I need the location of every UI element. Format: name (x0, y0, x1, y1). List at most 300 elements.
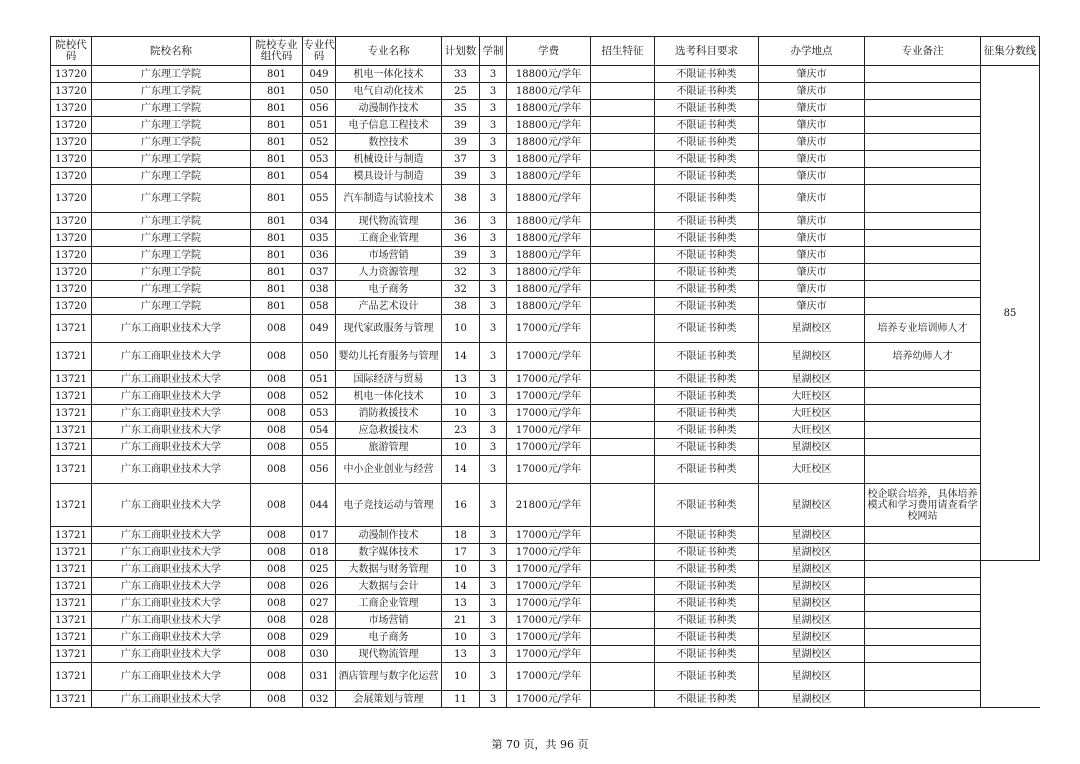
cell-major-code: 058 (303, 298, 336, 315)
cell-years: 3 (480, 544, 507, 561)
cell-years: 3 (480, 561, 507, 578)
cell-fee: 18800元/学年 (507, 298, 591, 315)
cell-campus: 大旺校区 (759, 388, 865, 405)
cell-fee: 17000元/学年 (507, 343, 591, 371)
cell-fee: 17000元/学年 (507, 527, 591, 544)
cell-code: 13720 (51, 100, 92, 117)
cell-subject: 不限证书种类 (655, 100, 759, 117)
cell-feature (591, 83, 655, 100)
cell-group: 008 (251, 315, 303, 343)
cell-major: 动漫制作技术 (336, 527, 442, 544)
cell-major-code: 030 (303, 646, 336, 663)
cell-feature (591, 247, 655, 264)
cell-feature (591, 315, 655, 343)
table-row (51, 83, 1040, 100)
cell-years: 3 (480, 83, 507, 100)
cell-campus: 肇庆市 (759, 83, 865, 100)
cell-major: 会展策划与管理 (336, 691, 442, 708)
cell-subject: 不限证书种类 (655, 298, 759, 315)
table-row (51, 264, 1040, 281)
cell-group: 008 (251, 388, 303, 405)
cell-school: 广东理工学院 (92, 298, 251, 315)
cell-code: 13721 (51, 595, 92, 612)
cell-major-code: 051 (303, 117, 336, 134)
table-row (51, 527, 1040, 544)
cell-code: 13720 (51, 230, 92, 247)
admission-plan-table (50, 36, 1040, 708)
cell-code: 13721 (51, 371, 92, 388)
cell-subject: 不限证书种类 (655, 646, 759, 663)
header-years: 学制 (480, 37, 507, 66)
cell-code: 13721 (51, 629, 92, 646)
cell-years: 3 (480, 612, 507, 629)
cell-fee: 18800元/学年 (507, 247, 591, 264)
cell-major: 数字媒体技术 (336, 544, 442, 561)
cell-group: 008 (251, 371, 303, 388)
cell-major-code: 017 (303, 527, 336, 544)
table-row (51, 595, 1040, 612)
cell-school: 广东理工学院 (92, 185, 251, 213)
cell-major-code: 053 (303, 151, 336, 168)
cell-major-code: 054 (303, 168, 336, 185)
cell-group: 008 (251, 422, 303, 439)
cell-subject: 不限证书种类 (655, 484, 759, 527)
table-header-row (51, 37, 1040, 66)
cell-group: 008 (251, 595, 303, 612)
cell-school: 广东工商职业技术大学 (92, 315, 251, 343)
cell-remark (865, 185, 981, 213)
cell-major: 模具设计与制造 (336, 168, 442, 185)
cell-feature (591, 578, 655, 595)
cell-plan: 18 (442, 527, 480, 544)
table-row (51, 151, 1040, 168)
cell-feature (591, 691, 655, 708)
cell-feature (591, 629, 655, 646)
cell-fee: 17000元/学年 (507, 629, 591, 646)
cell-subject: 不限证书种类 (655, 343, 759, 371)
cell-years: 3 (480, 405, 507, 422)
table-row (51, 117, 1040, 134)
cell-group: 008 (251, 646, 303, 663)
cell-years: 3 (480, 66, 507, 83)
cell-fee: 17000元/学年 (507, 663, 591, 691)
cell-remark (865, 439, 981, 456)
cell-school: 广东工商职业技术大学 (92, 343, 251, 371)
table-row (51, 544, 1040, 561)
cell-campus: 星湖校区 (759, 439, 865, 456)
cell-group: 801 (251, 281, 303, 298)
cell-group: 008 (251, 439, 303, 456)
table-row (51, 612, 1040, 629)
cell-code: 13721 (51, 315, 92, 343)
cell-group: 801 (251, 298, 303, 315)
cell-code: 13721 (51, 405, 92, 422)
cell-group: 008 (251, 612, 303, 629)
cell-school: 广东工商职业技术大学 (92, 405, 251, 422)
cell-years: 3 (480, 595, 507, 612)
table-row (51, 230, 1040, 247)
cell-remark (865, 544, 981, 561)
cell-plan: 10 (442, 561, 480, 578)
cell-plan: 39 (442, 247, 480, 264)
cell-subject: 不限证书种类 (655, 83, 759, 100)
header-feature: 招生特征 (591, 37, 655, 66)
cell-major: 国际经济与贸易 (336, 371, 442, 388)
cell-major: 现代家政服务与管理 (336, 315, 442, 343)
cell-subject: 不限证书种类 (655, 595, 759, 612)
cell-feature (591, 405, 655, 422)
cell-major-code: 035 (303, 230, 336, 247)
cell-plan: 14 (442, 343, 480, 371)
cell-major: 电子商务 (336, 629, 442, 646)
cell-remark (865, 230, 981, 247)
cell-code: 13721 (51, 561, 92, 578)
cell-campus: 肇庆市 (759, 66, 865, 83)
table-row (51, 298, 1040, 315)
cell-code: 13720 (51, 66, 92, 83)
header-school: 院校名称 (92, 37, 251, 66)
cell-plan: 10 (442, 388, 480, 405)
cell-years: 3 (480, 527, 507, 544)
table-row (51, 388, 1040, 405)
table-row (51, 185, 1040, 213)
cell-school: 广东工商职业技术大学 (92, 578, 251, 595)
cell-major-code: 049 (303, 66, 336, 83)
cell-feature (591, 646, 655, 663)
cell-campus: 肇庆市 (759, 117, 865, 134)
cell-feature (591, 151, 655, 168)
cell-major: 中小企业创业与经营 (336, 456, 442, 484)
cell-feature (591, 663, 655, 691)
cell-years: 3 (480, 117, 507, 134)
cell-group: 801 (251, 213, 303, 230)
cell-group: 801 (251, 168, 303, 185)
cell-plan: 10 (442, 663, 480, 691)
cell-years: 3 (480, 578, 507, 595)
table-row (51, 100, 1040, 117)
header-remark: 专业备注 (865, 37, 981, 66)
cell-years: 3 (480, 629, 507, 646)
cell-subject: 不限证书种类 (655, 264, 759, 281)
cell-school: 广东理工学院 (92, 134, 251, 151)
cell-feature (591, 230, 655, 247)
cell-code: 13721 (51, 484, 92, 527)
cell-years: 3 (480, 168, 507, 185)
cell-plan: 38 (442, 185, 480, 213)
cell-group: 008 (251, 484, 303, 527)
cell-fee: 17000元/学年 (507, 405, 591, 422)
cell-school: 广东理工学院 (92, 281, 251, 298)
cell-feature (591, 343, 655, 371)
cell-remark: 培养幼师人才 (865, 343, 981, 371)
cell-remark (865, 264, 981, 281)
cell-school: 广东工商职业技术大学 (92, 595, 251, 612)
header-group: 院校专业组代码 (251, 37, 303, 66)
cell-remark (865, 151, 981, 168)
cell-feature (591, 456, 655, 484)
cell-major: 机电一体化技术 (336, 66, 442, 83)
cell-group: 801 (251, 117, 303, 134)
cell-fee: 17000元/学年 (507, 422, 591, 439)
cell-subject: 不限证书种类 (655, 247, 759, 264)
cell-subject: 不限证书种类 (655, 315, 759, 343)
cell-campus: 肇庆市 (759, 247, 865, 264)
cell-school: 广东工商职业技术大学 (92, 561, 251, 578)
cell-code: 13720 (51, 281, 92, 298)
cell-plan: 11 (442, 691, 480, 708)
cell-years: 3 (480, 691, 507, 708)
cell-remark (865, 168, 981, 185)
cell-plan: 36 (442, 213, 480, 230)
cell-group: 008 (251, 629, 303, 646)
table-row (51, 456, 1040, 484)
page-number: 第 70 页，共 96 页 (491, 738, 589, 751)
cell-major-code: 044 (303, 484, 336, 527)
cell-subject: 不限证书种类 (655, 561, 759, 578)
cell-group: 008 (251, 663, 303, 691)
cell-years: 3 (480, 264, 507, 281)
cell-code: 13721 (51, 439, 92, 456)
cell-major: 数控技术 (336, 134, 442, 151)
cell-group: 801 (251, 247, 303, 264)
cell-major-code: 050 (303, 343, 336, 371)
cell-campus: 大旺校区 (759, 456, 865, 484)
cell-campus: 肇庆市 (759, 185, 865, 213)
cell-school: 广东工商职业技术大学 (92, 629, 251, 646)
cell-campus: 肇庆市 (759, 213, 865, 230)
cell-major-code: 036 (303, 247, 336, 264)
cell-remark (865, 281, 981, 298)
cell-campus: 星湖校区 (759, 527, 865, 544)
cell-major: 旅游管理 (336, 439, 442, 456)
cell-plan: 13 (442, 646, 480, 663)
cell-feature (591, 66, 655, 83)
cell-major: 现代物流管理 (336, 213, 442, 230)
cell-major: 婴幼儿托育服务与管理 (336, 343, 442, 371)
cell-campus: 肇庆市 (759, 230, 865, 247)
cell-plan: 16 (442, 484, 480, 527)
cell-major-code: 027 (303, 595, 336, 612)
cell-remark (865, 561, 981, 578)
cell-plan: 35 (442, 100, 480, 117)
cell-campus: 星湖校区 (759, 595, 865, 612)
cell-major: 电子商务 (336, 281, 442, 298)
cell-remark (865, 83, 981, 100)
table-row (51, 66, 1040, 83)
cell-fee: 17000元/学年 (507, 595, 591, 612)
table-row (51, 484, 1040, 527)
cell-years: 3 (480, 371, 507, 388)
cell-years: 3 (480, 298, 507, 315)
cell-remark (865, 612, 981, 629)
cell-subject: 不限证书种类 (655, 117, 759, 134)
cell-years: 3 (480, 230, 507, 247)
cell-code: 13720 (51, 247, 92, 264)
cell-years: 3 (480, 151, 507, 168)
cell-campus: 肇庆市 (759, 168, 865, 185)
cell-years: 3 (480, 663, 507, 691)
cell-remark (865, 422, 981, 439)
cell-major-code: 050 (303, 83, 336, 100)
cell-subject: 不限证书种类 (655, 663, 759, 691)
cell-school: 广东理工学院 (92, 83, 251, 100)
cell-major: 消防救援技术 (336, 405, 442, 422)
cell-fee: 21800元/学年 (507, 484, 591, 527)
cell-years: 3 (480, 456, 507, 484)
cell-remark (865, 298, 981, 315)
cell-feature (591, 612, 655, 629)
cell-major-code: 034 (303, 213, 336, 230)
cell-remark (865, 213, 981, 230)
cell-campus: 星湖校区 (759, 371, 865, 388)
cell-major-code: 025 (303, 561, 336, 578)
cell-subject: 不限证书种类 (655, 168, 759, 185)
cell-group: 801 (251, 151, 303, 168)
cell-campus: 星湖校区 (759, 561, 865, 578)
cell-group: 801 (251, 185, 303, 213)
cell-group: 008 (251, 544, 303, 561)
cell-group: 008 (251, 527, 303, 544)
cell-major-code: 056 (303, 100, 336, 117)
cell-plan: 23 (442, 422, 480, 439)
cell-campus: 肇庆市 (759, 100, 865, 117)
cell-remark: 培养专业培训师人才 (865, 315, 981, 343)
cell-feature (591, 371, 655, 388)
cell-campus: 星湖校区 (759, 315, 865, 343)
cell-subject: 不限证书种类 (655, 544, 759, 561)
table-row (51, 281, 1040, 298)
cell-subject: 不限证书种类 (655, 629, 759, 646)
cell-plan: 38 (442, 298, 480, 315)
cell-plan: 10 (442, 439, 480, 456)
cell-major-code: 054 (303, 422, 336, 439)
cell-plan: 10 (442, 405, 480, 422)
cell-remark (865, 66, 981, 83)
cell-years: 3 (480, 185, 507, 213)
cell-campus: 肇庆市 (759, 281, 865, 298)
cell-major: 市场营销 (336, 247, 442, 264)
score-cell-continued (981, 561, 1040, 708)
cell-plan: 10 (442, 629, 480, 646)
cell-years: 3 (480, 213, 507, 230)
cell-fee: 17000元/学年 (507, 612, 591, 629)
table-row (51, 343, 1040, 371)
cell-major: 机械设计与制造 (336, 151, 442, 168)
cell-code: 13721 (51, 663, 92, 691)
cell-feature (591, 134, 655, 151)
table-row (51, 691, 1040, 708)
table-row (51, 422, 1040, 439)
cell-major: 电子竞技运动与管理 (336, 484, 442, 527)
cell-code: 13721 (51, 646, 92, 663)
cell-fee: 18800元/学年 (507, 264, 591, 281)
cell-feature (591, 264, 655, 281)
cell-major-code: 038 (303, 281, 336, 298)
cell-subject: 不限证书种类 (655, 371, 759, 388)
cell-fee: 18800元/学年 (507, 83, 591, 100)
cell-plan: 36 (442, 230, 480, 247)
cell-school: 广东理工学院 (92, 100, 251, 117)
cell-feature (591, 561, 655, 578)
cell-years: 3 (480, 422, 507, 439)
cell-major-code: 026 (303, 578, 336, 595)
cell-remark (865, 691, 981, 708)
cell-subject: 不限证书种类 (655, 422, 759, 439)
cell-years: 3 (480, 439, 507, 456)
cell-plan: 14 (442, 578, 480, 595)
cell-years: 3 (480, 646, 507, 663)
cell-plan: 21 (442, 612, 480, 629)
cell-group: 801 (251, 134, 303, 151)
table-row (51, 371, 1040, 388)
cell-campus: 大旺校区 (759, 422, 865, 439)
cell-fee: 18800元/学年 (507, 168, 591, 185)
cell-major: 电子信息工程技术 (336, 117, 442, 134)
cell-feature (591, 281, 655, 298)
cell-school: 广东工商职业技术大学 (92, 439, 251, 456)
cell-fee: 17000元/学年 (507, 544, 591, 561)
cell-subject: 不限证书种类 (655, 66, 759, 83)
table-row (51, 134, 1040, 151)
cell-major: 人力资源管理 (336, 264, 442, 281)
cell-fee: 18800元/学年 (507, 66, 591, 83)
header-plan: 计划数 (442, 37, 480, 66)
cell-major: 电气自动化技术 (336, 83, 442, 100)
cell-school: 广东工商职业技术大学 (92, 612, 251, 629)
cell-subject: 不限证书种类 (655, 151, 759, 168)
cell-major-code: 029 (303, 629, 336, 646)
cell-fee: 17000元/学年 (507, 439, 591, 456)
cell-school: 广东理工学院 (92, 230, 251, 247)
cell-subject: 不限证书种类 (655, 405, 759, 422)
cell-subject: 不限证书种类 (655, 213, 759, 230)
cell-plan: 32 (442, 264, 480, 281)
cell-major: 现代物流管理 (336, 646, 442, 663)
cell-fee: 18800元/学年 (507, 185, 591, 213)
cell-years: 3 (480, 281, 507, 298)
cell-school: 广东工商职业技术大学 (92, 371, 251, 388)
cell-plan: 32 (442, 281, 480, 298)
cell-plan: 39 (442, 168, 480, 185)
cell-school: 广东工商职业技术大学 (92, 646, 251, 663)
cell-plan: 13 (442, 595, 480, 612)
cell-major: 工商企业管理 (336, 595, 442, 612)
cell-major-code: 049 (303, 315, 336, 343)
cell-major-code: 051 (303, 371, 336, 388)
cell-subject: 不限证书种类 (655, 612, 759, 629)
cell-school: 广东理工学院 (92, 247, 251, 264)
cell-major: 市场营销 (336, 612, 442, 629)
cell-remark (865, 405, 981, 422)
header-campus: 办学地点 (759, 37, 865, 66)
cell-group: 008 (251, 561, 303, 578)
cell-plan: 13 (442, 371, 480, 388)
header-major: 专业名称 (336, 37, 442, 66)
cell-feature (591, 100, 655, 117)
cell-plan: 14 (442, 456, 480, 484)
cell-code: 13721 (51, 612, 92, 629)
cell-fee: 18800元/学年 (507, 213, 591, 230)
cell-school: 广东工商职业技术大学 (92, 388, 251, 405)
cell-fee: 18800元/学年 (507, 151, 591, 168)
cell-group: 801 (251, 66, 303, 83)
cell-school: 广东理工学院 (92, 168, 251, 185)
cell-code: 13720 (51, 83, 92, 100)
cell-code: 13721 (51, 456, 92, 484)
cell-subject: 不限证书种类 (655, 527, 759, 544)
cell-subject: 不限证书种类 (655, 691, 759, 708)
cell-school: 广东工商职业技术大学 (92, 663, 251, 691)
